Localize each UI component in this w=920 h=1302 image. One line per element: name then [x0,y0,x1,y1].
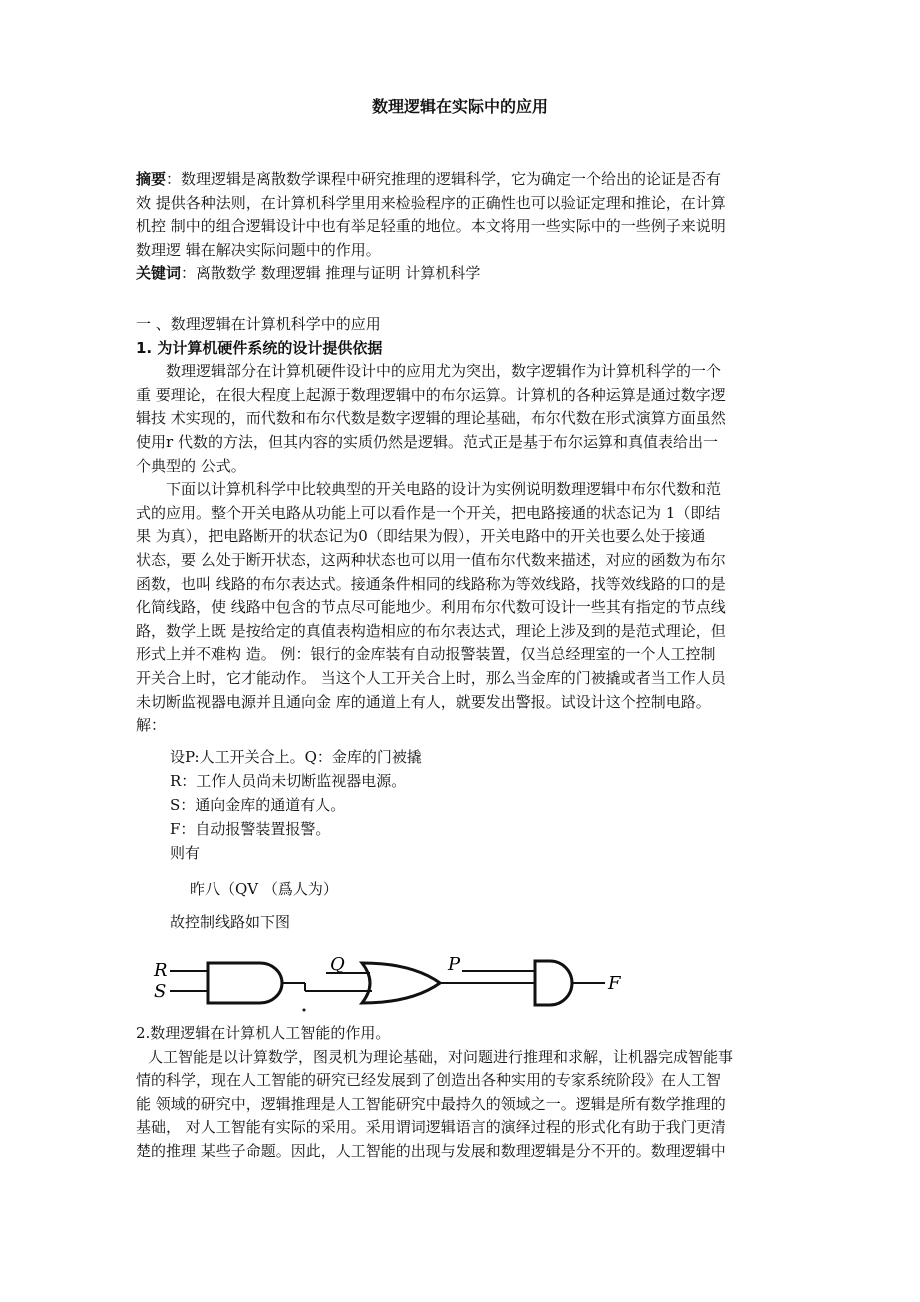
paragraph-line: 使用r 代数的方法，但其内容的实质仍然是逻辑。范式正是基于布尔运算和真值表给出一 [136,432,718,451]
section-heading: 一 、数理逻辑在计算机科学中的应用 [136,315,381,333]
section-2 [136,1022,786,1164]
paragraph-line: 化简线路，使 线路中包含的节点尽可能地少。利用布尔代数可设计一些其有指定的节点线 [136,598,726,617]
label-f: F [608,973,621,994]
dot-mark [303,1009,306,1012]
variable-definition: R：工作人员尚未切断监视器电源。 [170,772,407,790]
subsection-heading: 1. 为计算机硬件系统的设计提供依据 [136,338,383,357]
paragraph-line: 未切断监视器电源并且通向金 库的通道上有人，就要发出警报。试设计这个控制电路。 [136,692,711,711]
keywords-text: ：离散数学 数理逻辑 推理与证明 计算机科学 [181,264,481,283]
paragraph-line: 情的科学，现在人工智能的研究已经发展到了创造出各种实用的专家系统阶段》在人工智 [136,1071,722,1090]
document-title: 数理逻辑在实际中的应用 [371,97,548,116]
or-gate [362,963,440,1003]
variable-definition: 则有 [170,844,201,862]
variable-definition: 设P:人工开关合上。Q：金库的门被撬 [170,748,422,766]
paragraph-line: 人工智能是以计算数学，图灵机为理论基础，对问题进行推理和求解，让机器完成智能事 [148,1047,734,1066]
paragraph-line: 数理逻辑部分在计算机硬件设计中的应用尤为突出，数字逻辑作为计算机科学的一个 [166,362,722,381]
paragraph-line: 形式上并不难构 造。 例：银行的金库装有自动报警装置，仅当总经理室的一个人工控制 [136,645,716,664]
paragraph-line: 函数，也叫 线路的布尔表达式。接通条件相同的线路称为等效线路，找等效线路的口的是 [136,574,726,593]
paragraph-line: 果 为真），把电路断开的状态记为0（即结果为假），开关电路中的开关也要么处于接通 [136,527,706,546]
abstract-line: 数理逻 辑在解决实际问题中的作用。 [136,240,381,259]
abstract-line: 机控 制中的组合逻辑设计中也有举足轻重的地位。本文将用一些实际中的一些例子来说明 [136,217,726,236]
abstract-line: 效 提供各种法则，在计算机科学里用来检验程序的正确性也可以验证定理和推论，在计算 [136,193,726,212]
label-s: S [154,981,167,1002]
subsection-heading: 2.数理逻辑在计算机人工智能的作用。 [136,1024,391,1042]
boolean-formula: 昨八（QV （爲人为） [190,880,338,898]
circuit-diagram [150,945,650,1015]
circuit-caption: 故控制线路如下图 [170,913,291,931]
paragraph-line: 路，数学上既 是按给定的真值表构造相应的布尔表达式，理论上涉及到的是范式理论，但 [136,621,726,640]
label-q: Q [330,954,345,975]
keywords-label: 关键词 [136,264,182,283]
paragraph-line: 开关合上时，它才能动作。 当这个人工开关合上时，那么当金库的门被撬或者当工作人员 [136,668,726,687]
and-gate-2 [535,961,572,1005]
and-gate-1 [208,963,282,1003]
variable-definition: F：自动报警装置报警。 [170,820,331,838]
label-p: P [448,954,461,975]
variable-definition: S：通向金库的通道有人。 [170,796,346,814]
abstract-line: 摘要：数理逻辑是离散数学课程中研究推理的逻辑科学，它为确定一个给出的论证是否有 [136,170,722,188]
paragraph-line: 辑技 术实现的，而代数和布尔代数是数字逻辑的理论基础，布尔代数在形式演算方面虽然 [136,409,726,428]
paragraph-line: 下面以计算机科学中比较典型的开关电路的设计为实例说明数理逻辑中布尔代数和范 [166,480,722,499]
paragraph-line: 能 领域的研究中，逻辑推理是人工智能研究中最持久的领域之一。逻辑是所有数学推理的 [136,1094,726,1113]
paragraph-line: 状态，要 么处于断开状态，这两种状态也可以用一值布尔代数来描述，对应的函数为布尔 [136,550,726,569]
paragraph-line: 基础， 对人工智能有实际的采用。采用谓词逻辑语言的演绎过程的形式化有助于我门更清 [136,1118,726,1137]
abstract-label: 摘要 [136,170,167,188]
paragraph-line: 重 要理论，在很大程度上起源于数理逻辑中的布尔运算。计算机的各种运算是通过数字逻 [136,385,726,404]
abstract [136,168,786,286]
label-r: R [154,960,168,981]
keywords-line [136,262,786,286]
paragraph-line: 楚的推理 某些子命题。因此，人工智能的出现与发展和数理逻辑是分不开的。数理逻辑中 [136,1141,726,1160]
paragraph-line: 式的应用。整个开关电路从功能上可以看作是一个开关，把电路接通的状态记为 1（即结 [136,503,721,522]
paragraph-line: 个典型的 公式。 [136,456,246,475]
paragraph-line: 解： [136,716,167,735]
section-1 [136,313,786,738]
